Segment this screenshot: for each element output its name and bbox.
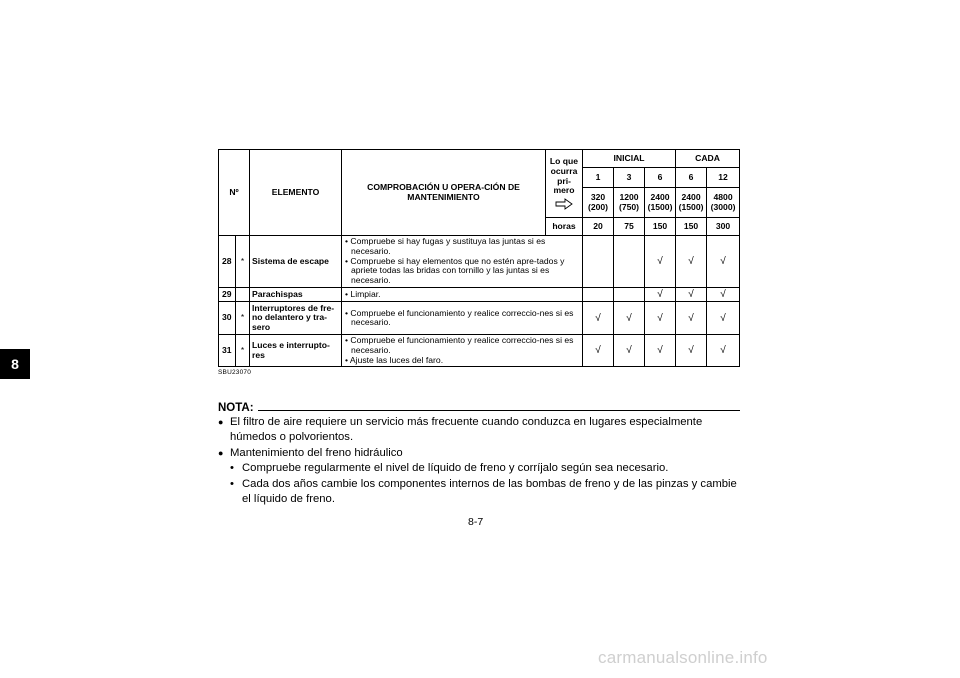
- row-number: 28: [219, 236, 236, 288]
- check-mark: [583, 288, 614, 302]
- check-item: • Compruebe el funcionamiento y realice correccio-nes si es necesario.: [345, 335, 574, 355]
- interval-km-5: 4800 (3000): [707, 188, 740, 218]
- dot-icon: •: [230, 462, 234, 475]
- interval-month-5: 12: [707, 168, 740, 188]
- table-row: [219, 288, 740, 302]
- document-code: SBU23070: [218, 369, 252, 376]
- table-row: [219, 236, 740, 288]
- header-element: ELEMENTO: [250, 150, 342, 236]
- check-item: • Limpiar.: [345, 288, 381, 299]
- check-mark: √: [645, 302, 676, 335]
- row-number: 30: [219, 302, 236, 335]
- nota-rule: [258, 410, 740, 411]
- interval-km-2: 1200 (750): [614, 188, 645, 218]
- row-element: Interruptores de fre-no delantero y tra-sero: [250, 302, 342, 335]
- row-checks: [342, 236, 583, 288]
- header-every: CADA: [676, 150, 740, 168]
- check-mark: [614, 288, 645, 302]
- row-element: Parachispas: [250, 288, 342, 302]
- header-first-text: Lo que ocurra pri-mero: [549, 156, 579, 196]
- bullet-icon: ●: [218, 447, 224, 458]
- header-check-text: COMPROBACIÓN U OPERA-CIÓN DE MANTENIMIENTO: [367, 181, 520, 202]
- bullet-icon: ●: [218, 417, 224, 427]
- nota-list: [218, 415, 740, 507]
- row-mark: [236, 288, 250, 302]
- interval-hours-5: 300: [707, 218, 740, 236]
- header-hours: horas: [546, 218, 583, 236]
- nota-item: [218, 446, 740, 461]
- nota-subitem: [218, 477, 740, 508]
- arrow-right-icon: [555, 198, 573, 210]
- nota-header: [218, 402, 740, 414]
- chapter-tab: [0, 349, 30, 379]
- check-mark: √: [707, 288, 740, 302]
- maintenance-table: [218, 149, 740, 367]
- row-checks: [342, 335, 583, 367]
- page-number: 8-7: [468, 516, 484, 528]
- interval-hours-2: 75: [614, 218, 645, 236]
- dot-icon: •: [230, 477, 234, 490]
- table-row: [219, 335, 740, 367]
- chapter-number: 8: [11, 356, 19, 372]
- interval-hours-4: 150: [676, 218, 707, 236]
- check-mark: √: [707, 236, 740, 288]
- interval-hours-1: 20: [583, 218, 614, 236]
- check-mark: √: [645, 335, 676, 367]
- interval-month-3: 6: [645, 168, 676, 188]
- check-mark: [583, 236, 614, 288]
- interval-month-2: 3: [614, 168, 645, 188]
- nota-item: [218, 415, 740, 446]
- header-first: [546, 150, 583, 218]
- interval-month-1: 1: [583, 168, 614, 188]
- check-mark: √: [614, 335, 645, 367]
- row-checks: [342, 288, 583, 302]
- nota-section: [218, 402, 740, 507]
- check-item: • Compruebe el funcionamiento y realice correccio-nes si es necesario.: [345, 307, 574, 328]
- row-mark: *: [236, 335, 250, 367]
- check-mark: √: [583, 335, 614, 367]
- check-mark: √: [645, 236, 676, 288]
- interval-km-4: 2400 (1500): [676, 188, 707, 218]
- row-mark: *: [236, 236, 250, 288]
- row-mark: *: [236, 302, 250, 335]
- check-mark: √: [676, 288, 707, 302]
- interval-month-4: 6: [676, 168, 707, 188]
- row-number: 29: [219, 288, 236, 302]
- nota-item-text: El filtro de aire requiere un servicio más frecuente cuando conduzca en lugares especialmente húmedos o polvorientos.: [230, 416, 703, 444]
- row-element: Luces e interrupto-res: [250, 335, 342, 367]
- row-element: Sistema de escape: [250, 236, 342, 288]
- check-mark: √: [707, 302, 740, 335]
- check-mark: √: [645, 288, 676, 302]
- row-checks: [342, 302, 583, 335]
- row-number: 31: [219, 335, 236, 367]
- check-mark: [614, 236, 645, 288]
- check-item: • Compruebe si hay fugas y sustituya las juntas si es necesario.: [345, 236, 546, 257]
- nota-title: NOTA:: [218, 402, 254, 414]
- check-item: • Ajuste las luces del faro.: [345, 354, 444, 365]
- interval-km-1: 320 (200): [583, 188, 614, 218]
- header-check: [342, 150, 546, 236]
- nota-subitem-text: Cada dos años cambie los componentes internos de las bombas de freno y de las pinzas y cambie el líquido de freno.: [242, 477, 737, 506]
- watermark: carmanualsonline.info: [598, 648, 768, 667]
- check-mark: √: [676, 335, 707, 367]
- check-item: • Compruebe si hay elementos que no estén apre-tados y apriete todas las bridas con tornillo y las juntas si es necesario.: [345, 255, 565, 285]
- check-mark: √: [614, 302, 645, 335]
- check-mark: √: [676, 302, 707, 335]
- header-initial: INICIAL: [583, 150, 676, 168]
- nota-item-text: Mantenimiento del freno hidráulico: [230, 446, 403, 459]
- nota-subitem-text: Compruebe regularmente el nivel de líquido de freno y corríjalo según sea necesario.: [242, 462, 669, 475]
- header-no: Nº: [219, 150, 250, 236]
- table-row: [219, 302, 740, 335]
- interval-km-3: 2400 (1500): [645, 188, 676, 218]
- check-mark: √: [676, 236, 707, 288]
- interval-hours-3: 150: [645, 218, 676, 236]
- check-mark: √: [583, 302, 614, 335]
- check-mark: √: [707, 335, 740, 367]
- nota-subitem: [218, 461, 740, 476]
